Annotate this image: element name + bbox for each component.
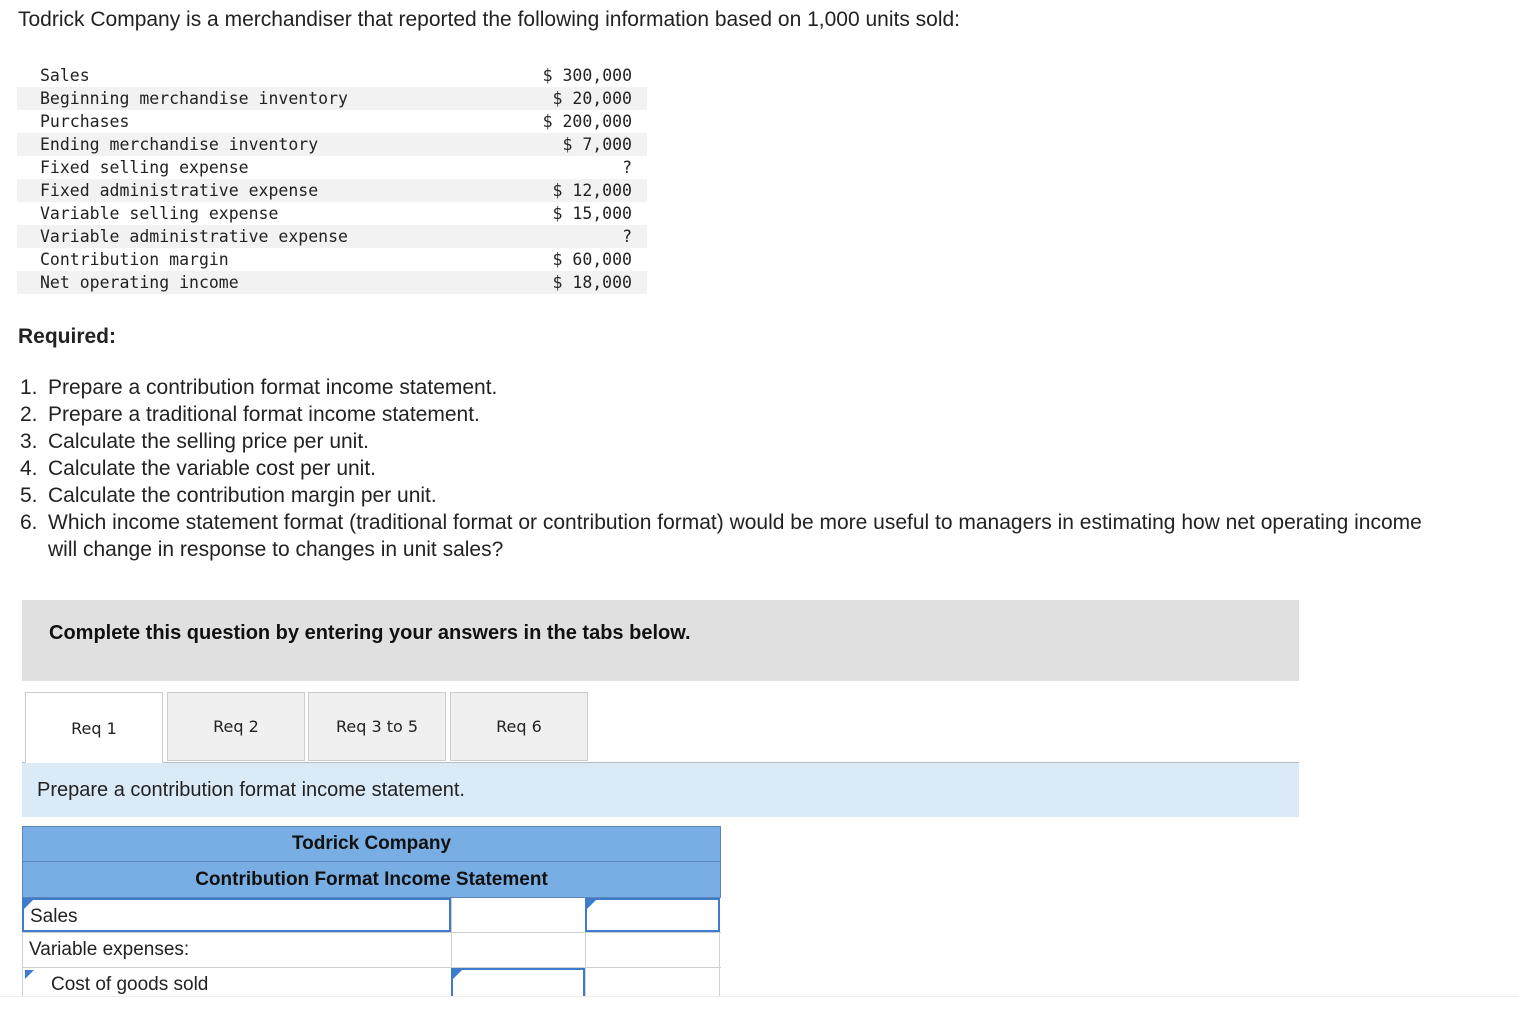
income-statement — [22, 826, 721, 1003]
requirements-list — [18, 374, 1438, 563]
data-row — [17, 156, 647, 179]
data-value: $ 300,000 — [542, 66, 632, 85]
data-label: Ending merchandise inventory — [17, 133, 496, 156]
data-row — [17, 271, 647, 294]
tab-instruction — [22, 763, 1299, 817]
row-label: Cost of goods sold — [51, 974, 209, 995]
tab-req-3-to-5[interactable]: Req 3 to 5 — [308, 692, 446, 761]
item-text: Prepare a contribution format income statement. — [48, 376, 498, 399]
required-heading: Required: — [18, 325, 117, 348]
data-label: Variable administrative expense — [17, 225, 496, 248]
data-value: ? — [622, 158, 632, 177]
data-label: Sales — [40, 66, 90, 85]
data-row — [17, 133, 647, 156]
instruction-text: Prepare a contribution format income statement. — [37, 779, 465, 801]
item-number: 4. — [20, 457, 38, 480]
list-item — [18, 455, 1438, 482]
dropdown-marker-icon — [25, 970, 34, 979]
data-row — [17, 179, 647, 202]
row-label: Sales — [30, 906, 78, 927]
table-row — [22, 933, 721, 968]
data-value: $ 60,000 — [552, 250, 632, 269]
total-cell — [585, 933, 720, 967]
data-value: $ 7,000 — [496, 133, 647, 156]
row-label-cell — [22, 933, 451, 967]
dropdown-marker-icon — [453, 970, 462, 979]
list-item — [18, 374, 1438, 401]
data-value: $ 15,000 — [552, 204, 632, 223]
item-text: Calculate the variable cost per unit. — [48, 457, 377, 480]
tab-req-2[interactable]: Req 2 — [167, 692, 305, 761]
dropdown-marker-icon — [587, 900, 596, 909]
data-value: $ 18,000 — [496, 271, 647, 294]
data-row — [17, 87, 647, 110]
item-text: Calculate the contribution margin per unit. — [48, 484, 437, 507]
problem-intro: Todrick Company is a merchandiser that reported the following information based on 1,000 units sold: — [18, 8, 961, 31]
list-item — [18, 401, 1438, 428]
tab-req-1[interactable]: Req 1 — [25, 692, 163, 763]
item-text: Prepare a traditional format income statement. — [48, 403, 480, 426]
statement-company: Todrick Company — [22, 826, 721, 862]
item-number: 3. — [20, 430, 38, 453]
given-data-table — [17, 64, 647, 294]
list-item — [18, 482, 1438, 509]
table-row — [22, 898, 721, 933]
data-label: Beginning merchandise inventory — [17, 87, 496, 110]
row-label-input[interactable] — [22, 898, 451, 932]
data-row — [17, 64, 647, 87]
amount-cell — [451, 898, 585, 932]
item-number: 2. — [20, 403, 38, 426]
data-label: Variable selling expense — [40, 204, 279, 223]
data-value: $ 20,000 — [496, 87, 647, 110]
item-number: 5. — [20, 484, 38, 507]
item-text: Calculate the selling price per unit. — [48, 430, 370, 453]
row-label: Variable expenses: — [29, 939, 190, 960]
statement-title: Contribution Format Income Statement — [22, 862, 721, 898]
data-label: Fixed selling expense — [40, 158, 249, 177]
data-value: $ 200,000 — [542, 112, 632, 131]
data-row — [17, 202, 647, 225]
data-value: ? — [496, 225, 647, 248]
total-input[interactable] — [585, 898, 720, 932]
item-number: 1. — [20, 376, 38, 399]
data-label: Contribution margin — [40, 250, 229, 269]
data-label: Purchases — [40, 112, 130, 131]
data-row — [17, 110, 647, 133]
page-bottom-edge — [0, 996, 1519, 1019]
data-row — [17, 248, 647, 271]
item-text: Which income statement format (traditional format or contribution format) would be more useful to managers in estimating how net operating income will change in response to changes in unit sales? — [48, 511, 1422, 561]
instructions-banner — [22, 600, 1299, 681]
data-label: Net operating income — [17, 271, 496, 294]
banner-text: Complete this question by entering your answers in the tabs below. — [49, 622, 691, 644]
amount-cell — [451, 933, 585, 967]
tab-req-6[interactable]: Req 6 — [450, 692, 588, 761]
data-row — [17, 225, 647, 248]
list-item — [18, 428, 1438, 455]
list-item — [18, 509, 1438, 563]
dropdown-marker-icon — [24, 900, 33, 909]
data-value: $ 12,000 — [496, 179, 647, 202]
item-number: 6. — [20, 511, 38, 534]
data-label: Fixed administrative expense — [17, 179, 496, 202]
